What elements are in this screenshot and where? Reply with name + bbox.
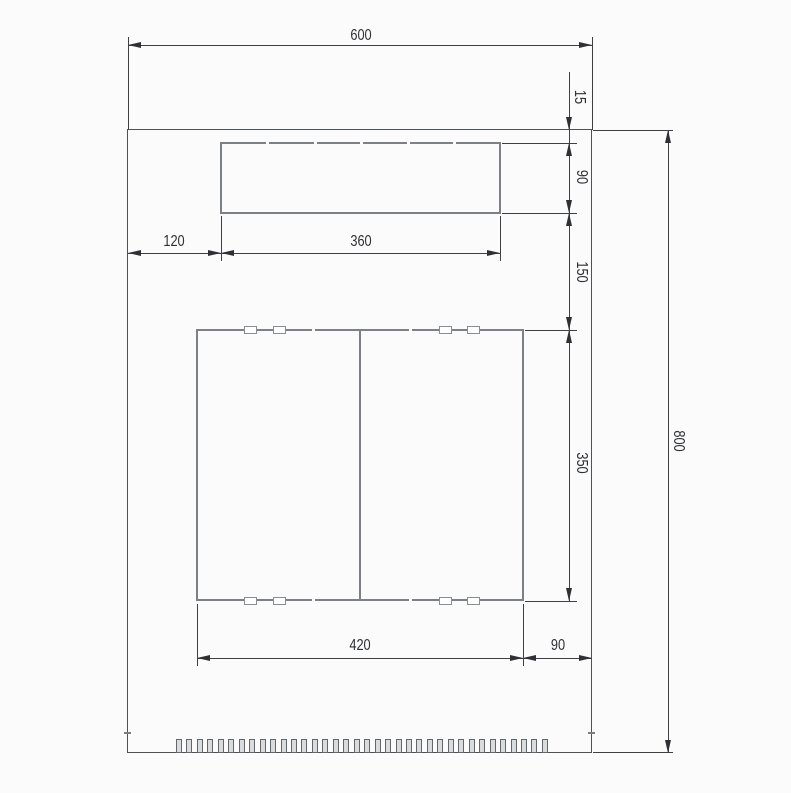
dim-arrow-icon [566,143,572,156]
clip-mark [467,597,480,605]
door-divider-line [359,330,361,600]
clip-mark [439,597,452,605]
vent-slot [490,739,496,753]
vent-slot [176,739,182,753]
dim-arrow-icon [197,655,210,661]
vent-slot [260,739,266,753]
dim-label-slot-to-opening-gap: 150 [573,261,590,283]
vent-slot-row [176,738,548,753]
vent-slot [479,739,485,753]
dim-arrow-icon [566,200,572,213]
edge-notch [409,599,412,602]
vent-slot [427,739,433,753]
dim-arrow-icon [510,655,523,661]
vent-slot [437,739,443,753]
dim-label-opening-right-offset: 90 [550,637,566,654]
dim-arrow-icon [566,117,572,130]
edge-notch [314,207,317,210]
dim-arrow-icon [128,250,141,256]
dimension-line-120-360 [128,253,500,254]
vent-slot [270,739,276,753]
edge-notch [407,142,410,145]
dim-arrow-icon [665,740,671,753]
extension-line [128,37,129,130]
dim-arrow-icon [566,330,572,343]
vent-slot [249,739,255,753]
vent-slot [500,739,506,753]
vent-slot [448,739,454,753]
dim-label-opening-height: 350 [573,452,590,474]
vent-slot [218,739,224,753]
vent-slot [228,739,234,753]
vent-slot [511,739,517,753]
dim-label-slot-left-offset: 120 [163,233,185,250]
dim-arrow-icon [221,250,234,256]
dimension-line-600 [128,45,592,46]
dim-arrow-icon [579,655,592,661]
dim-arrow-icon [487,250,500,256]
dim-label-opening-width: 420 [349,637,371,654]
edge-notch [312,329,315,332]
top-slot-cutout [220,142,501,214]
dim-label-overall-height: 800 [670,430,687,452]
extension-line [500,216,501,261]
clip-mark [467,326,480,334]
dim-arrow-icon [665,130,671,143]
dim-label-overall-width: 600 [350,27,372,44]
vent-slot [375,739,381,753]
vent-slot [354,739,360,753]
vent-slot [333,739,339,753]
clip-mark [244,597,257,605]
vent-slot [301,739,307,753]
vent-slot [458,739,464,753]
vent-slot [186,739,192,753]
dim-arrow-icon [566,213,572,226]
extension-line [592,37,593,130]
vent-slot [281,739,287,753]
vent-slot [291,739,297,753]
dim-arrow-icon [579,42,592,48]
vent-slot [385,739,391,753]
dim-arrow-icon [566,317,572,330]
vent-slot [322,739,328,753]
edge-notch [266,207,269,210]
vent-slot [197,739,203,753]
fold-tick [588,732,595,734]
edge-notch [453,142,456,145]
edge-notch [360,142,363,145]
clip-mark [244,326,257,334]
vent-slot [542,739,548,753]
vent-slot [406,739,412,753]
vent-slot [416,739,422,753]
edge-notch [409,329,412,332]
vent-slot [207,739,213,753]
vent-slot [469,739,475,753]
vent-slot [531,739,537,753]
clip-mark [273,597,286,605]
dimension-line-800 [668,130,669,753]
dim-arrow-icon [523,655,536,661]
edge-notch [407,207,410,210]
dim-arrow-icon [208,250,221,256]
edge-notch [360,207,363,210]
vent-slot [312,739,318,753]
dim-label-slot-height: 90 [573,169,590,185]
dim-arrow-icon [128,42,141,48]
dim-arrow-icon [566,588,572,601]
vent-slot [343,739,349,753]
dim-label-slot-top-offset: 15 [571,89,588,105]
extension-line [593,130,673,131]
vent-slot [396,739,402,753]
edge-notch [453,207,456,210]
edge-notch [314,142,317,145]
dim-label-slot-width: 360 [350,233,372,250]
clip-mark [439,326,452,334]
extension-line [525,601,577,602]
vent-slot [364,739,370,753]
extension-line [593,752,673,753]
vent-slot [239,739,245,753]
clip-mark [273,326,286,334]
fold-tick [124,732,131,734]
vent-slot [521,739,527,753]
edge-notch [266,142,269,145]
edge-notch [312,599,315,602]
